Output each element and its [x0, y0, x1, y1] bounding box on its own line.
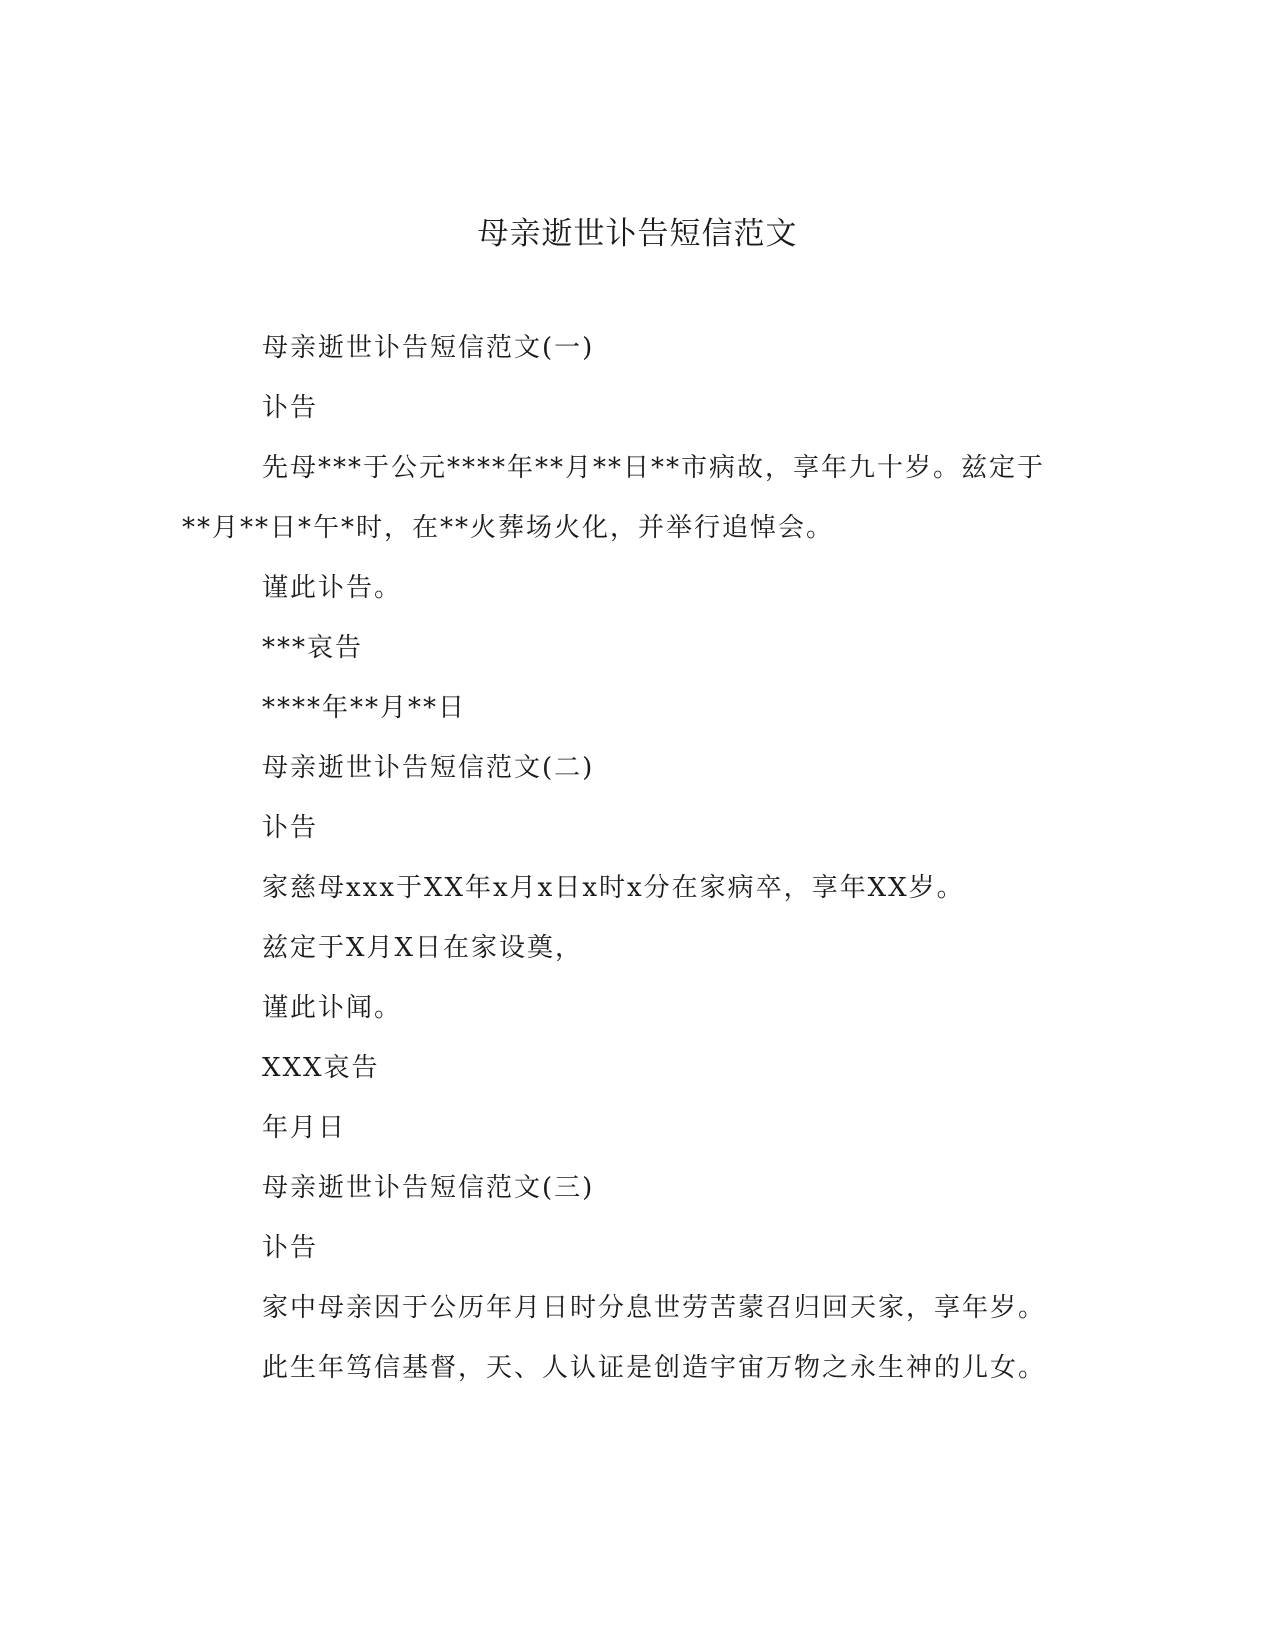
- section-heading-3: 母亲逝世讣告短信范文(三): [262, 1173, 595, 1203]
- notice-body: 家中母亲因于公历年月日时分息世劳苦蒙召归回天家，享年岁。: [262, 1293, 1047, 1323]
- notice-heading: 讣告: [262, 393, 319, 423]
- notice-body: 家慈母xxx于XX年x月x日x时x分在家病卒，享年XX岁。: [262, 873, 965, 903]
- signature-line: XXX哀告: [262, 1053, 380, 1083]
- notice-body: 先母***于公元****年**月**日**市病故，享年九十岁。兹定于**月**日*午*时，在**火葬场火化，并举行追悼会。: [182, 453, 1046, 543]
- closing-line: 谨此讣闻。: [262, 993, 403, 1023]
- date-line: ****年**月**日: [262, 693, 467, 723]
- section-heading-2: 母亲逝世讣告短信范文(二): [262, 753, 595, 783]
- document-body: [182, 318, 1062, 1398]
- notice-heading: 讣告: [262, 1233, 319, 1263]
- date-line: 年月日: [262, 1113, 347, 1143]
- section-heading-1: 母亲逝世讣告短信范文(一): [262, 333, 595, 363]
- notice-body: 兹定于X月X日在家设奠，: [262, 933, 584, 963]
- notice-body: 此生年笃信基督，天、人认证是创造宇宙万物之永生神的儿女。: [262, 1353, 1047, 1383]
- closing-line: 谨此讣告。: [262, 573, 403, 603]
- document-title: 母亲逝世讣告短信范文: [477, 216, 798, 252]
- notice-heading: 讣告: [262, 813, 319, 843]
- signature-line: ***哀告: [262, 633, 364, 663]
